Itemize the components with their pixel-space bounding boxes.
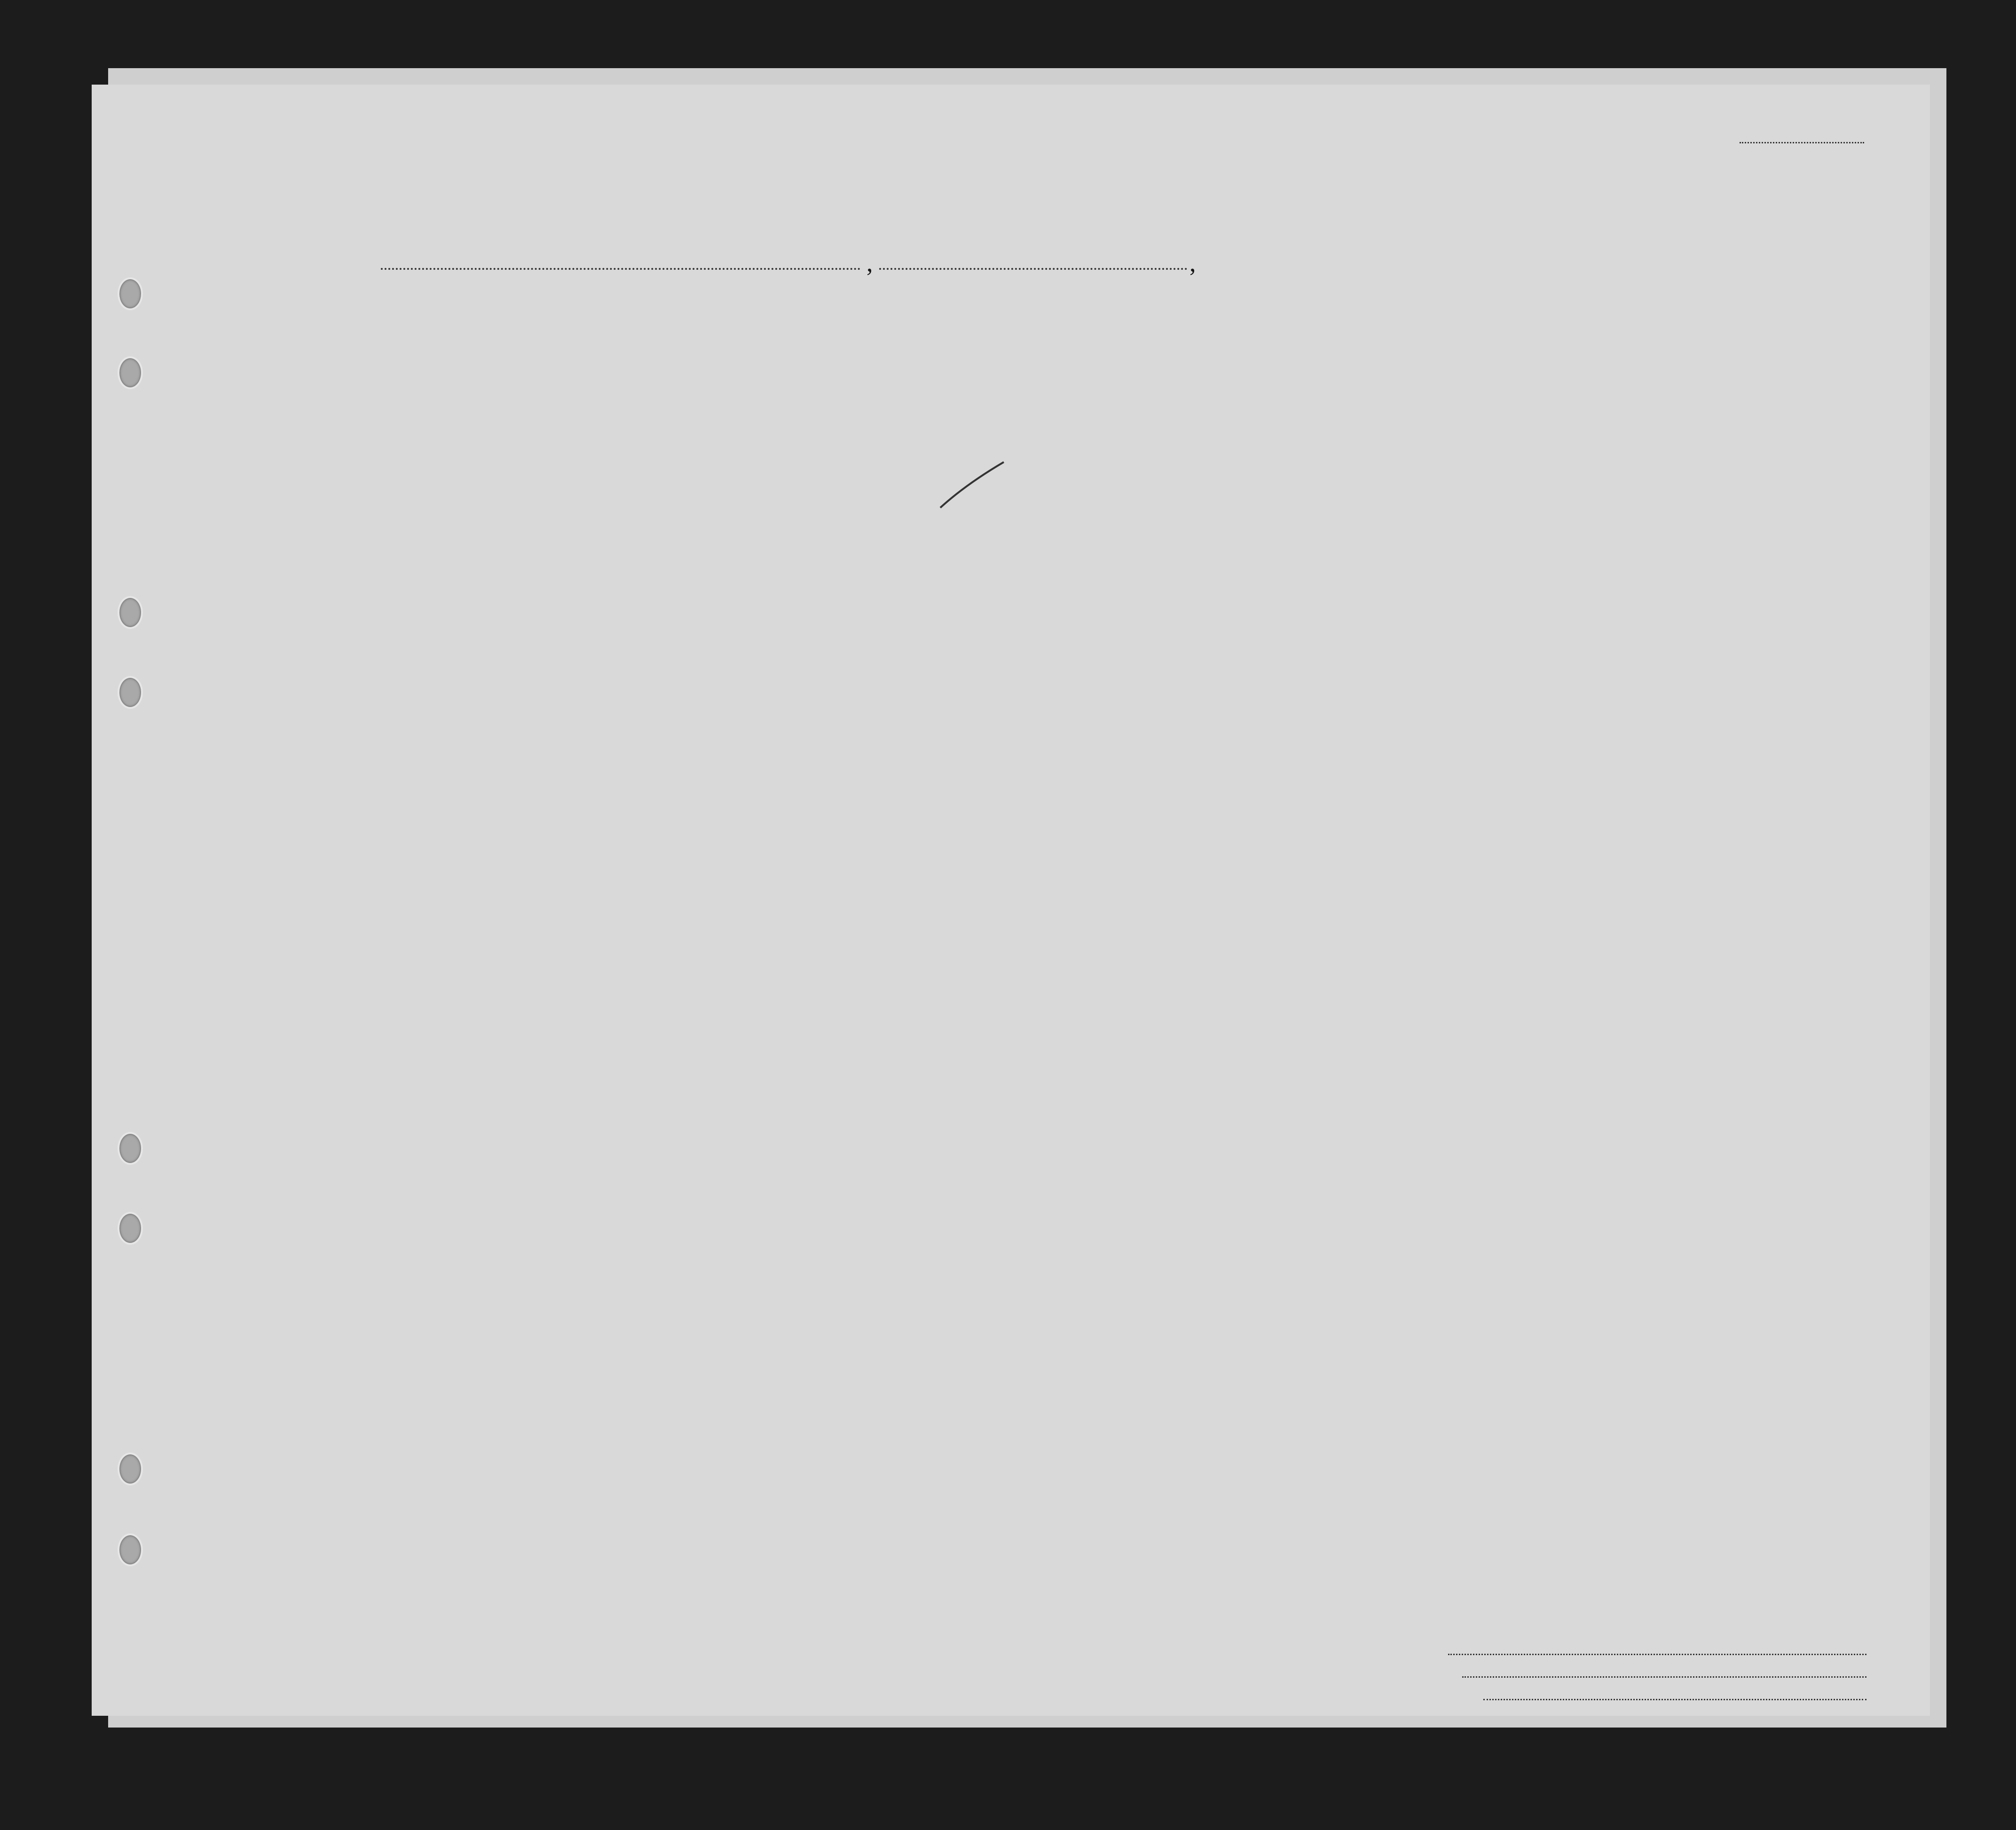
line-field	[1448, 1654, 1866, 1655]
local-agents-field	[1483, 1699, 1866, 1700]
owners-field	[1462, 1676, 1866, 1678]
comma: ,	[866, 249, 873, 277]
comma: ,	[1189, 249, 1196, 277]
handwritten-check-mark	[938, 458, 1008, 510]
